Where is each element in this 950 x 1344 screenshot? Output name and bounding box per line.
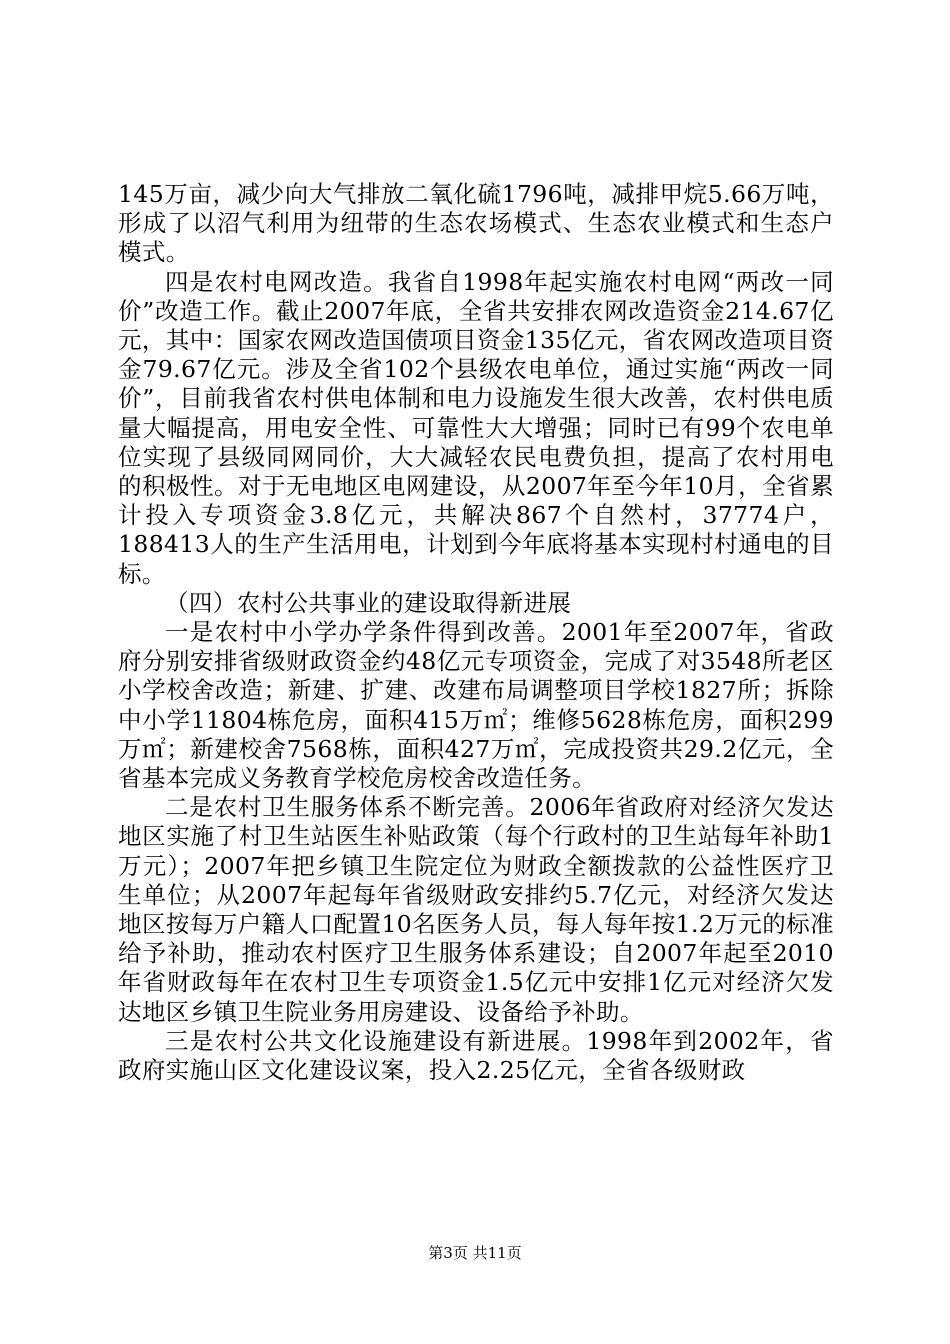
paragraph-biogas-continued: 145万亩，减少向大气排放二氧化硫1796吨，减排甲烷5.66万吨，形成了以沼气利用为纽带的生态农场模式、生态农业模式和生态户模式。	[118, 180, 834, 267]
paragraph-rural-grid: 四是农村电网改造。我省自1998年起实施农村电网“两改一同价”改造工作。截止2007年底，全省共安排农网改造资金214.67亿元，其中：国家农网改造国债项目资金135亿元，省农网改造项目资金79.67亿元。涉及全省102个县级农电单位，通过实施“两改一同价”，目前我省农村供电体制和电力设施发生很大改善，农村供电质量大幅提高，用电安全性、可靠性大大增强；同时已有99个农电单位实现了县级同网同价，大大减轻农民电费负担，提高了农村用电的积极性。对于无电地区电网建设，从2007年至今年10月，全省累计投入专项资金3.8亿元，共解决867个自然村，37774户，188413人的生产生活用电，计划到今年底将基本实现村村通电的目标。	[118, 267, 834, 588]
paragraph-health: 二是农村卫生服务体系不断完善。2006年省政府对经济欠发达地区实施了村卫生站医生补贴政策（每个行政村的卫生站每年补助1万元）；2007年把乡镇卫生院定位为财政全额拨款的公益性医疗卫生单位；从2007年起每年省级财政安排约5.7亿元，对经济欠发达地区按每万户籍人口配置10名医务人员，每人每年按1.2万元的标准给予补助，推动农村医疗卫生服务体系建设；自2007年起至2010年省财政每年在农村卫生专项资金1.5亿元中安排1亿元对经济欠发达地区乡镇卫生院业务用房建设、设备给予补助。	[118, 793, 834, 1026]
page-number: 第3页 共11页	[428, 1244, 522, 1262]
paragraph-culture: 三是农村公共文化设施建设有新进展。1998年到2002年，省政府实施山区文化建设议案，投入2.25亿元，全省各级财政	[118, 1026, 834, 1085]
document-body	[118, 180, 834, 1085]
paragraph-schools: 一是农村中小学办学条件得到改善。2001年至2007年，省政府分别安排省级财政资金约48亿元专项资金，完成了对3548所老区小学校舍改造；新建、扩建、改建布局调整项目学校1827所；拆除中小学11804栋危房，面积415万㎡；维修5628栋危房，面积299万㎡；新建校舍7568栋，面积427万㎡，完成投资共29.2亿元，全省基本完成义务教育学校危房校舍改造任务。	[118, 618, 834, 793]
page-footer	[0, 1242, 950, 1263]
section-heading-public-affairs: （四）农村公共事业的建设取得新进展	[165, 588, 572, 617]
